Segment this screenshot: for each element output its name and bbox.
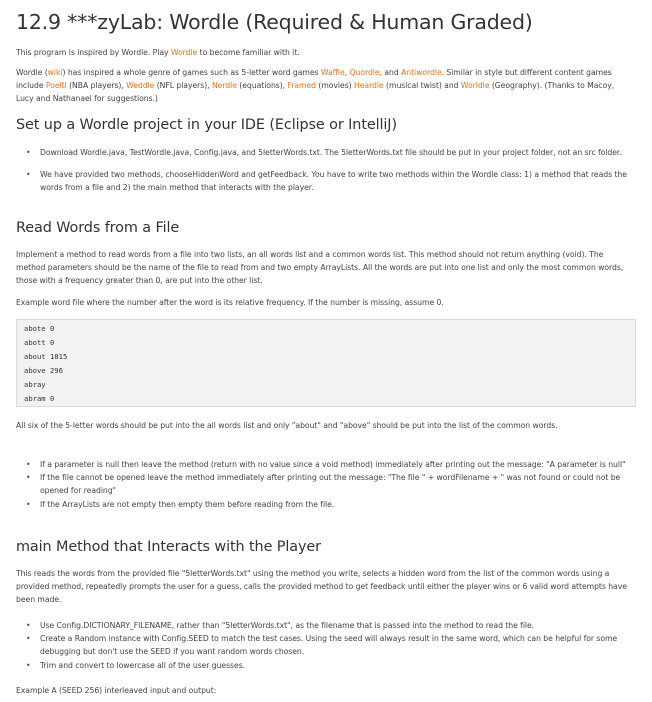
intro-text: Wordle ( (16, 68, 48, 77)
intro-text: ) has inspired a whole genre of games such as 5-letter word games (62, 68, 321, 77)
list-item: • If the ArrayLists are not empty then empty them before reading from the file. (16, 498, 632, 511)
example-file-paragraph: Example word file where the number after the word is its relative frequency. If the number is missing, assume 0. (16, 298, 444, 307)
section-heading-main-method: main Method that Interacts with the Player (16, 539, 321, 555)
intro-text: , and (379, 68, 402, 77)
intro-paragraph-1 (16, 46, 300, 59)
main-method-list (16, 619, 632, 672)
list-item: • Use Config.DICTIONARY_FILENAME, rather than "5letterWords.txt", as the filename that is passed into the method to read the file. (16, 619, 632, 632)
intro-text: . Similar in style but different content games include (16, 68, 612, 91)
antiwordle-link[interactable]: Antiwordle (401, 68, 442, 77)
setup-list (16, 146, 632, 195)
example-a-paragraph: Example A (SEED 256) interleaved input and output: (16, 686, 217, 695)
heardle-link[interactable]: Heardle (354, 81, 384, 91)
list-item: • If the file cannot be opened leave the method immediately after printing out the message: "The file " + wordFilename + " was not found or could not be opened for reading" (16, 471, 632, 497)
list-item: • If a parameter is null then leave the method (return with no value since a void method) immediately after printing out the message: "A parameter is null" (16, 458, 632, 471)
worldle-link[interactable]: Worldle (460, 81, 490, 91)
code-line: about 1815 (24, 352, 68, 361)
intro-text: , (344, 68, 350, 77)
wiki-link[interactable]: wiki (47, 68, 63, 77)
intro-text: (NBA players), (66, 81, 127, 91)
list-item: • Create a Random instance with Config.SEED to match the test cases. Using the seed will always result in the same word, which can be helpful for some debugging but don't use the SEED if you want random words chosen. (16, 632, 632, 658)
list-item: • We have provided two methods, chooseHiddenWord and getFeedback. You have to write two methods within the Wordle class: 1) a method that reads the words from a file and 2) the main method that interacts with the player. (16, 168, 632, 194)
intro-text: This program is inspired by Wordle. Play (16, 48, 171, 57)
intro-text: (movies) (316, 81, 354, 91)
nerdle-link[interactable]: Nerdle (211, 81, 237, 91)
code-line: abote 0 (24, 324, 55, 333)
read-words-paragraph: Implement a method to read words from a file into two lists, an all words list and a common words list. This method should not return anything (void). The method parameters should be the name of the file to read from and two empty ArrayLists. All the words are put into one list and only the most common words, those with a frequency greater than 0, are put into the other list. (16, 250, 624, 286)
wordle-link[interactable]: Wordle (170, 48, 198, 57)
framed-link[interactable]: Framed (287, 81, 316, 91)
waffle-link[interactable]: Waffle (320, 68, 345, 77)
intro-text: to become familiar with it. (197, 48, 300, 57)
intro-text: (NFL players), (154, 81, 212, 91)
code-line: abram 0 (24, 394, 55, 403)
intro-paragraph-2 (16, 66, 632, 106)
code-line: abray (24, 380, 46, 389)
list-item: • Trim and convert to lowercase all of the user guesses. (16, 659, 632, 672)
code-block (16, 319, 636, 407)
poeltl-link[interactable]: Poeltl (45, 81, 67, 91)
intro-text: (Geography). (Thanks to Macoy, Lucy and Nathanael for suggestions.) (16, 81, 615, 104)
code-line: abott 0 (24, 338, 55, 347)
code-line: above 296 (24, 366, 63, 375)
list-item: • Download Wordle.java, TestWordle.java, Config.java, and 5letterWords.txt. The 5letterWords.txt file should be put in your project folder, not an src folder. (16, 146, 632, 159)
quordle-link[interactable]: Quordle (349, 68, 380, 77)
page-title: 12.9 ***zyLab: Wordle (Required & Human Graded) (16, 10, 533, 34)
main-method-paragraph: This reads the words from the provided file "5letterWords.txt" using the method you write, selects a hidden word from the list of the common words using a provided method, repeatedly prompts the user for a guess, calls the provided method to get feedback until either the player wins or 6 valid word attempts have been made. (16, 569, 627, 605)
weddle-link[interactable]: Weddle (126, 81, 155, 91)
section-heading-setup: Set up a Wordle project in your IDE (Eclipse or IntelliJ) (16, 117, 397, 133)
section-heading-read-words: Read Words from a File (16, 220, 180, 236)
intro-text: (musical twist) and (383, 81, 461, 91)
word-lists-paragraph: All six of the 5-letter words should be put into the all words list and only "about" and "above" should be put into the list of the common words. (16, 421, 558, 430)
intro-text: (equations), (236, 81, 288, 91)
read-words-list (16, 458, 632, 511)
